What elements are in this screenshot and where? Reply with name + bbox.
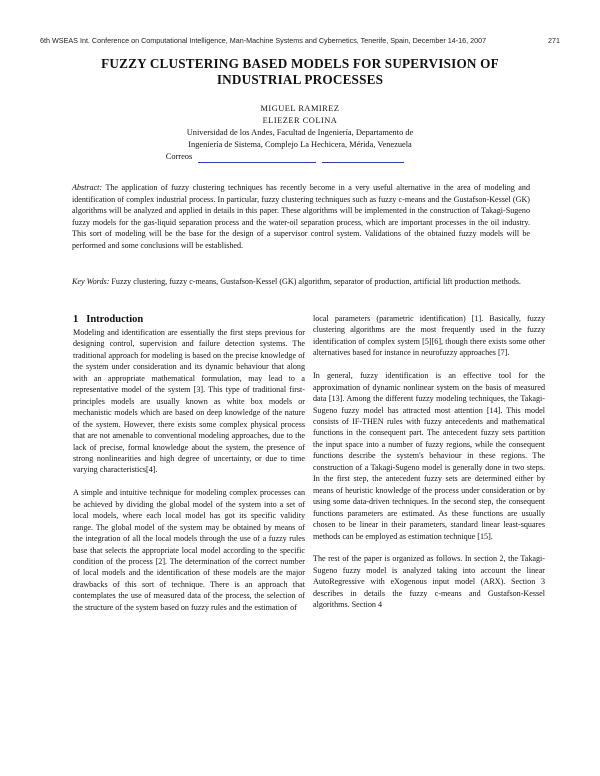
affiliation-line-1: Universidad de los Andes, Facultad de Ingeniería, Departamento de — [186, 128, 414, 137]
paragraph: Modeling and identification are essentially the first steps previous for designing control, supervision and failure detection systems. The traditional approach for modeling is based on the precise knowledge of the system under consideration and its dynamic behaviour that along with an appropriate mathematical formulation, may lead to a representative model of the system [3]. This type of traditional first-principles models are usually known as white box models or mechanistic models which are based on deep knowledge of the nature of the system. However, there exists some complex physical process that are not amenable to conventional modeling approaches, due to the lack of precise, formal knowledge about the system, the presence of strong nonlinearities and high degree of uncertainty, or due to time varying characteristics[4]. — [73, 328, 305, 475]
section-number: 1 — [73, 314, 79, 325]
running-header — [40, 36, 560, 45]
email-line — [0, 151, 600, 163]
keywords-label: Key Words: — [72, 277, 110, 286]
abstract-label: Abstract: — [72, 183, 103, 192]
left-column — [73, 313, 305, 625]
author-block — [0, 103, 600, 163]
section-heading-introduction — [73, 313, 305, 326]
correos-label: Correos — [165, 152, 193, 161]
section-title: Introduction — [86, 314, 144, 325]
abstract-text: The application of fuzzy clustering techniques has recently become in a very useful alternative in the area of modeling and identification of complex industrial process. In particular, fuzzy clustering techniques such as fuzzy c-means and the Gustafson-Kessel (GK) algorithms will be analyzed and applied in details in this paper. These algorithms will be implemented in the construction of Takagi-Sugeno fuzzy models for the gas-liquid separation process and the water-oil separation process, which are important processes in the oil industry. This sort of modeling will be the base for the design of a supervisor control system. Validations of the obtained fuzzy models will be performed and some conclusions will be established. — [72, 183, 530, 250]
conference-name: 6th WSEAS Int. Conference on Computational Intelligence, Man-Machine Systems and Cybernetics, Tenerife, Spain, December 14-16, 2007 — [40, 36, 487, 45]
keywords — [72, 276, 530, 288]
paragraph: The rest of the paper is organized as follows. In section 2, the Takagi-Sugeno fuzzy model is analyzed taking into account the linear AutoRegressive with eXogenous input model (ARX). Section 3 describes in details the fuzzy c-means and Gustafson-Kessel algorithms. Section 4 — [313, 554, 545, 610]
paragraph: In general, fuzzy identification is an effective tool for the approximation of dynamic nonlinear system on the basis of measured data [13]. Among the different fuzzy modeling techniques, the Takagi-Sugeno fuzzy model has attracted most attention [14]. This model consists of IF-THEN rules with fuzzy antecedents and mathematical functions in the consequent part. The antecedent fuzzy sets partition the input space into a number of fuzzy regions, while the consequent functions describe the system's behaviour in these regions. The construction of a Takagi-Sugeno model is generally done in two steps. In the first step, the antecedent fuzzy sets are determined either by means of heuristic knowledge of the process under consideration or by using some data-driven techniques. In the second step, the consequent functions parameters are estimated. As these functions are usually chosen to be linear in their parameters, standard linear least-squares methods can be employed as estimation technique [15]. — [313, 371, 545, 541]
paragraph: local parameters (parametric identification) [1]. Basically, fuzzy clustering algorithms are the most frequently used in the fuzzy identification of complex system [5][6], though there exists some other alternatives based for instance in neurofuzzy approaches [7]. — [313, 314, 545, 358]
abstract — [72, 182, 530, 252]
keywords-text: Fuzzy clustering, fuzzy c-means, Gustafson-Kessel (GK) algorithm, separator of production, artificial lift production methods. — [109, 277, 521, 286]
page-number: 271 — [548, 36, 560, 45]
affiliation-line-2: Ingeniería de Sistema, Complejo La Hechicera, Mérida, Venezuela — [188, 140, 412, 149]
paragraph: A simple and intuitive technique for modeling complex processes can be achieved by dividing the global model of the system into a set of local models, where each local model has got its specific validity range. The global model of the system may be obtained by means of the integration of all the local models through the use of a fuzzy rules base that selects the appropriate local model according to the specific condition of the process [2]. The determination of the correct number of local models and the identification of these models are the major drawbacks of this sort of technique. There is an approach that contemplates the use of measured data of the process, the selection of the structure of the system based on fuzzy rules and the estimation of — [73, 488, 305, 612]
author-name-2: ELIEZER COLINA — [262, 116, 338, 125]
right-column — [313, 313, 545, 622]
email-link-2[interactable] — [322, 153, 404, 163]
email-link-1[interactable] — [198, 153, 316, 163]
paper-title: FUZZY CLUSTERING BASED MODELS FOR SUPERVISION OF INDUSTRIAL PROCESSES — [101, 56, 499, 87]
author-name-1: MIGUEL RAMIREZ — [260, 104, 340, 113]
